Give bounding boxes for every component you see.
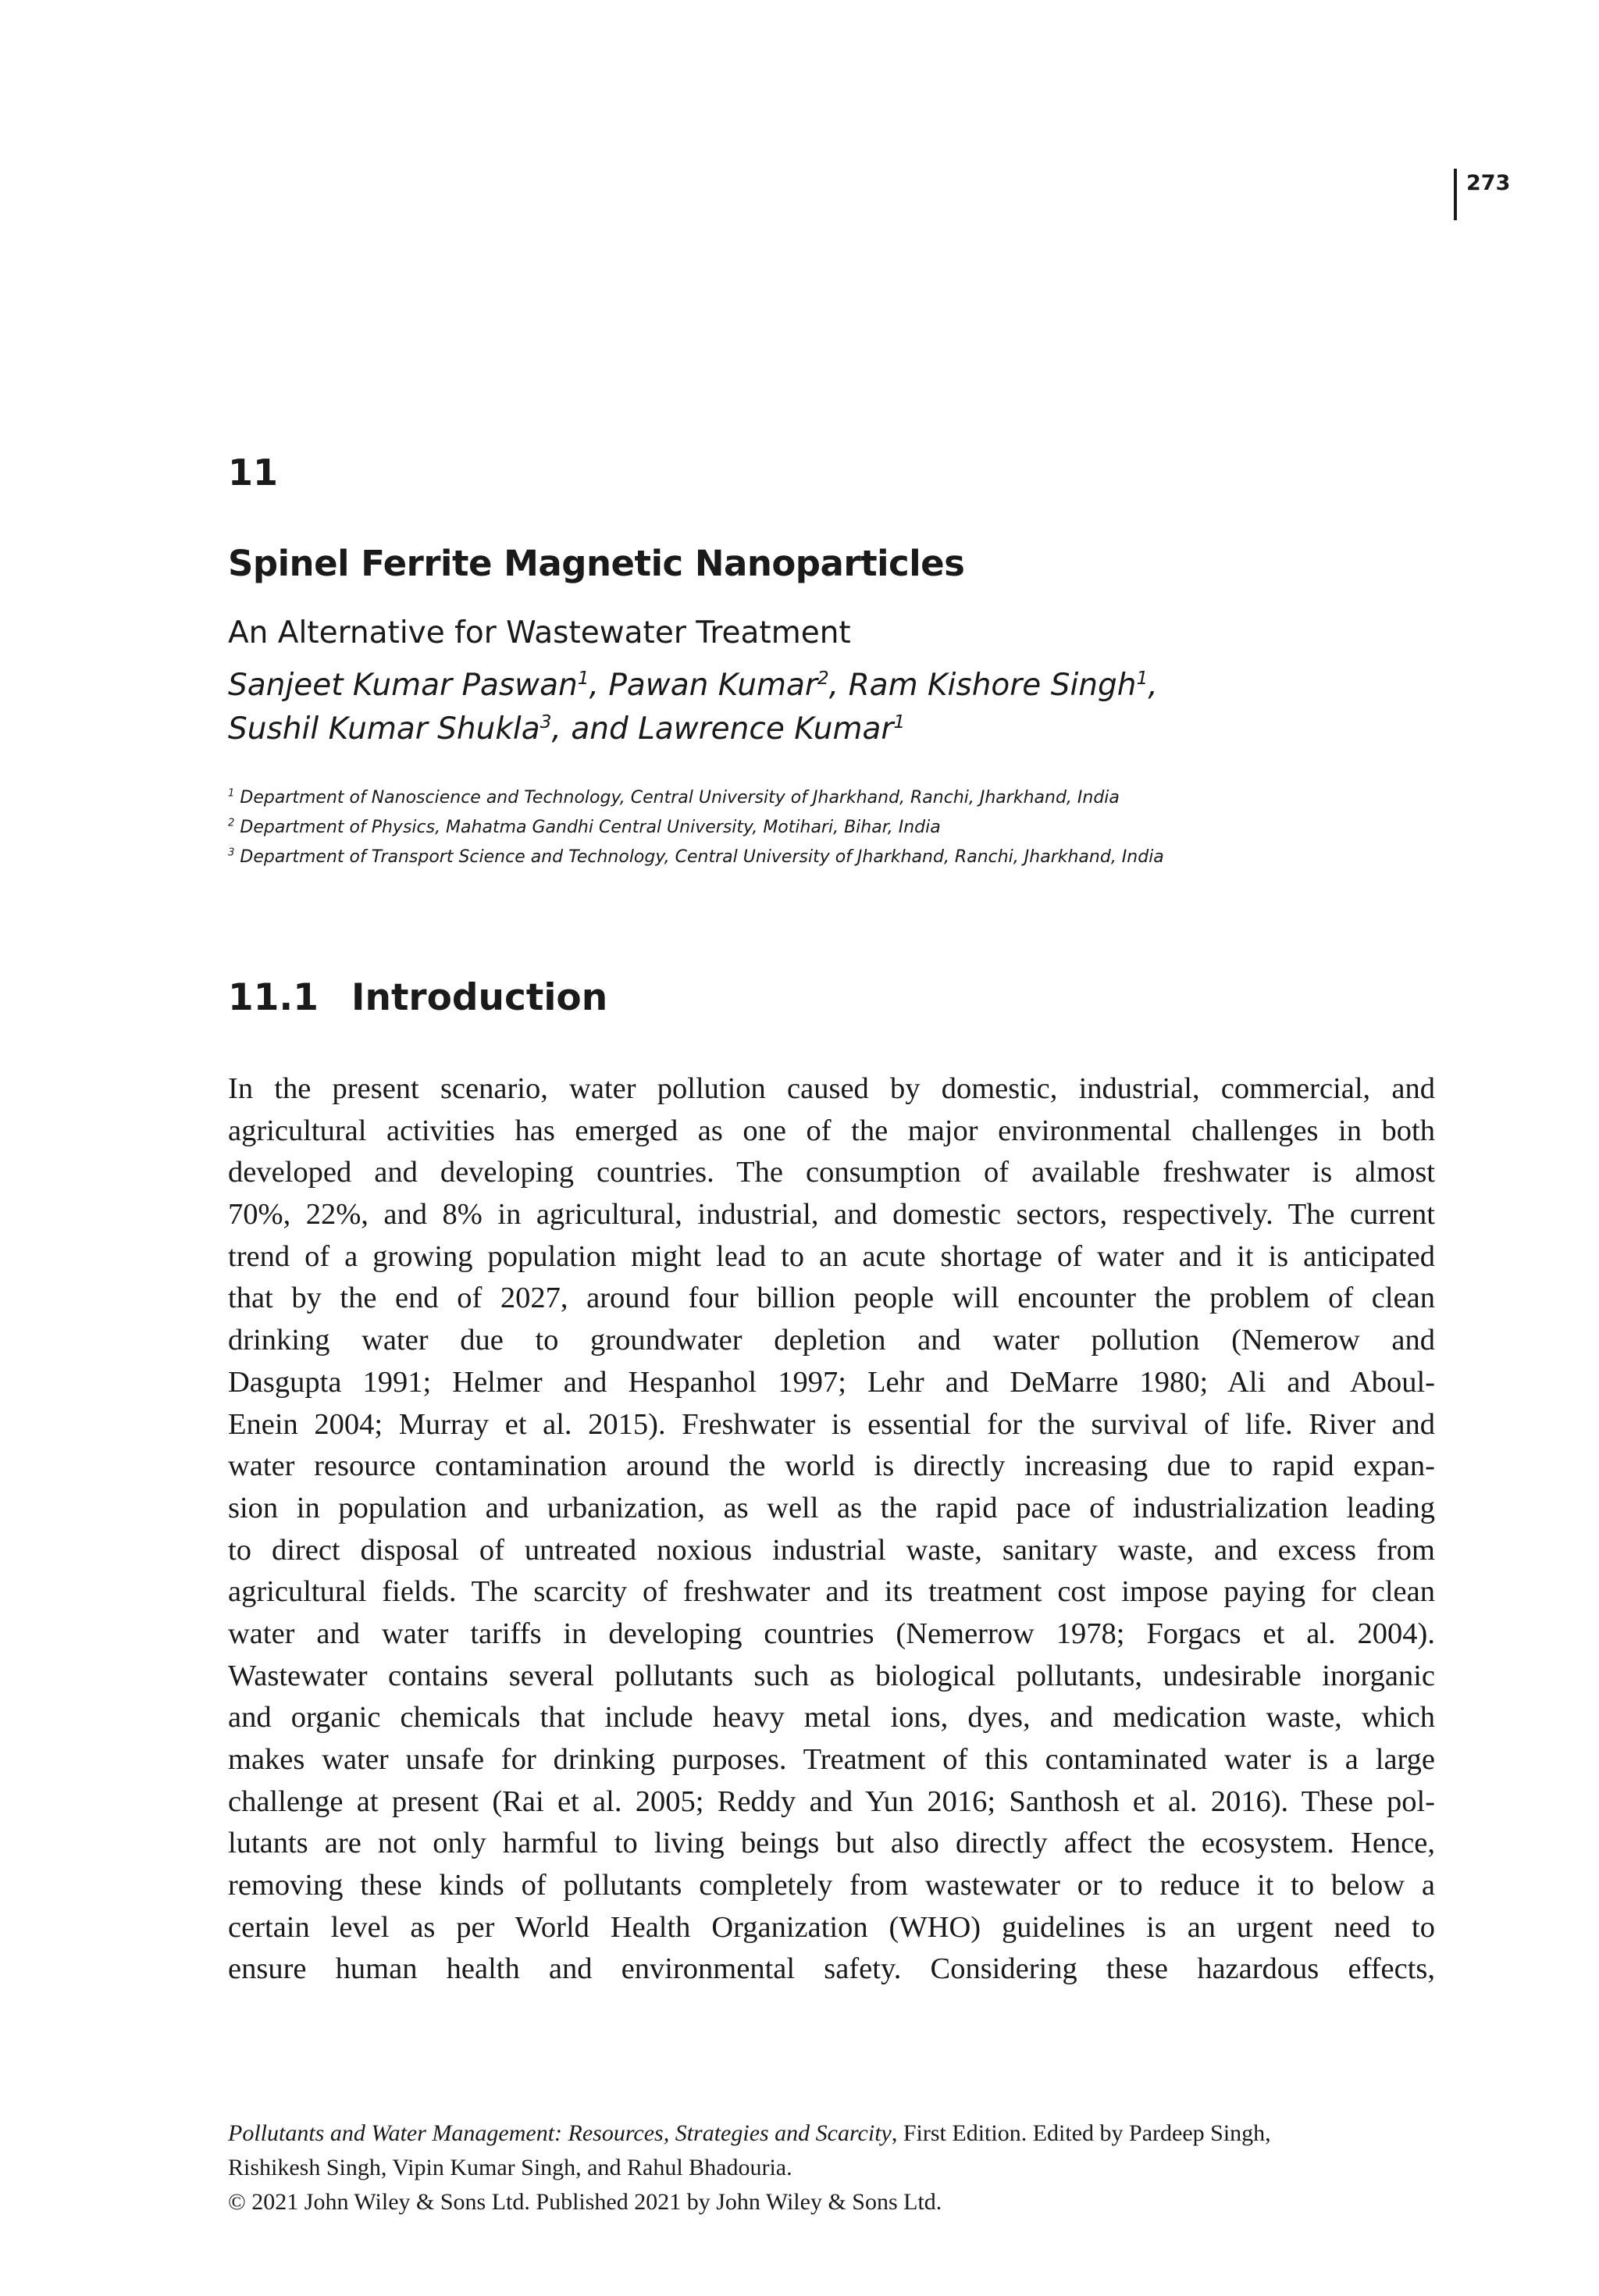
- author-name: Pawan Kumar: [608, 668, 817, 703]
- body-line: ensure human health and environmental safety. Considering these hazardous effects,: [228, 1952, 1435, 1986]
- body-line: sion in population and urbanization, as well as the rapid pace of industrialization leading: [228, 1491, 1435, 1524]
- author-separator: ,: [1148, 668, 1158, 703]
- affiliation-list: [228, 783, 1477, 872]
- author-affiliation-mark: 1: [893, 711, 906, 733]
- affiliation-text: Department of Physics, Mahatma Gandhi Central University, Motihari, Bihar, India: [240, 818, 941, 837]
- body-line: Wastewater contains several pollutants such as biological pollutants, undesirable inorganic: [228, 1659, 1435, 1692]
- body-line: challenge at present (Rai et al. 2005; Reddy and Yun 2016; Santhosh et al. 2016). These pol-: [228, 1784, 1435, 1818]
- body-line: water and water tariffs in developing countries (Nemerrow 1978; Forgacs et al. 2004).: [228, 1617, 1435, 1650]
- author-separator: , and: [551, 711, 639, 747]
- author-separator: ,: [589, 668, 609, 703]
- affiliation-text: Department of Nanoscience and Technology, Central University of Jharkhand, Ranchi, Jharkhand, India: [240, 788, 1120, 808]
- book-title: Pollutants and Water Management: Resources, Strategies and Scarcity: [228, 2120, 892, 2146]
- author-affiliation-mark: 1: [1136, 667, 1149, 689]
- author-name: Sushil Kumar Shukla: [228, 711, 540, 747]
- edition-editors: , First Edition. Edited by Pardeep Singh,: [891, 2120, 1271, 2146]
- chapter-subtitle: An Alternative for Wastewater Treatment: [228, 615, 851, 651]
- chapter-title: Spinel Ferrite Magnetic Nanoparticles: [228, 543, 965, 584]
- body-paragraph: [228, 1068, 1435, 1991]
- affiliation-item: [228, 813, 1477, 843]
- body-line: to direct disposal of untreated noxious industrial waste, sanitary waste, and excess from: [228, 1533, 1435, 1567]
- author-affiliation-mark: 3: [540, 711, 552, 733]
- body-line: that by the end of 2027, around four billion people will encounter the problem of clean: [228, 1282, 1435, 1315]
- body-line: lutants are not only harmful to living beings but also directly affect the ecosystem. Hence,: [228, 1827, 1435, 1860]
- footer-citation: [228, 2116, 1477, 2219]
- affiliation-mark: 2: [228, 817, 235, 829]
- body-line: In the present scenario, water pollution caused by domestic, industrial, commercial, and: [228, 1072, 1435, 1105]
- body-line: drinking water due to groundwater depletion and water pollution (Nemerow and: [228, 1324, 1435, 1357]
- body-line: certain level as per World Health Organization (WHO) guidelines is an urgent need to: [228, 1910, 1435, 1944]
- body-line: Enein 2004; Murray et al. 2015). Freshwater is essential for the survival of life. River and: [228, 1407, 1435, 1441]
- section-title: Introduction: [351, 976, 608, 1019]
- body-line: developed and developing countries. The consumption of available freshwater is almost: [228, 1156, 1435, 1189]
- affiliation-mark: 1: [228, 787, 235, 800]
- section-number: 11.1: [228, 976, 319, 1019]
- author-separator: ,: [828, 668, 849, 703]
- affiliation-text: Department of Transport Science and Technology, Central University of Jharkhand, Ranchi, Jharkhand, India: [240, 847, 1164, 867]
- chapter-number: 11: [228, 451, 279, 494]
- body-line: and organic chemicals that include heavy metal ions, dyes, and medication waste, which: [228, 1701, 1435, 1734]
- body-line: makes water unsafe for drinking purposes. Treatment of this contaminated water is a large: [228, 1743, 1435, 1776]
- body-line: removing these kinds of pollutants completely from wastewater or to reduce it to below a: [228, 1869, 1435, 1902]
- copyright: © 2021 John Wiley & Sons Ltd. Published 2021 by John Wiley & Sons Ltd.: [228, 2189, 942, 2215]
- footer-line: [228, 2116, 1477, 2151]
- affiliation-item: [228, 783, 1477, 813]
- affiliation-mark: 3: [228, 847, 235, 859]
- body-line: agricultural activities has emerged as one of the major environmental challenges in both: [228, 1114, 1435, 1147]
- body-line: Dasgupta 1991; Helmer and Hespanhol 1997; Lehr and DeMarre 1980; Ali and Aboul-: [228, 1365, 1435, 1399]
- author-affiliation-mark: 1: [577, 667, 589, 689]
- section-heading: [228, 976, 607, 1019]
- author-name: Ram Kishore Singh: [848, 668, 1137, 703]
- body-line: agricultural fields. The scarcity of freshwater and its treatment cost impose paying for clean: [228, 1575, 1435, 1609]
- author-name: Sanjeet Kumar Paswan: [228, 668, 578, 703]
- page-number: 273: [1454, 169, 1510, 220]
- body-line: water resource contamination around the world is directly increasing due to rapid expan-: [228, 1449, 1435, 1483]
- body-line: 70%, 22%, and 8% in agricultural, industrial, and domestic sectors, respectively. The current: [228, 1198, 1435, 1232]
- author-name: Lawrence Kumar: [638, 711, 894, 747]
- body-line: trend of a growing population might lead to an acute shortage of water and it is anticipated: [228, 1239, 1435, 1273]
- affiliation-item: [228, 843, 1477, 872]
- author-affiliation-mark: 2: [817, 667, 829, 689]
- author-list: [228, 664, 1477, 751]
- footer-line: Rishikesh Singh, Vipin Kumar Singh, and Rahul Bhadouria.: [228, 2155, 792, 2180]
